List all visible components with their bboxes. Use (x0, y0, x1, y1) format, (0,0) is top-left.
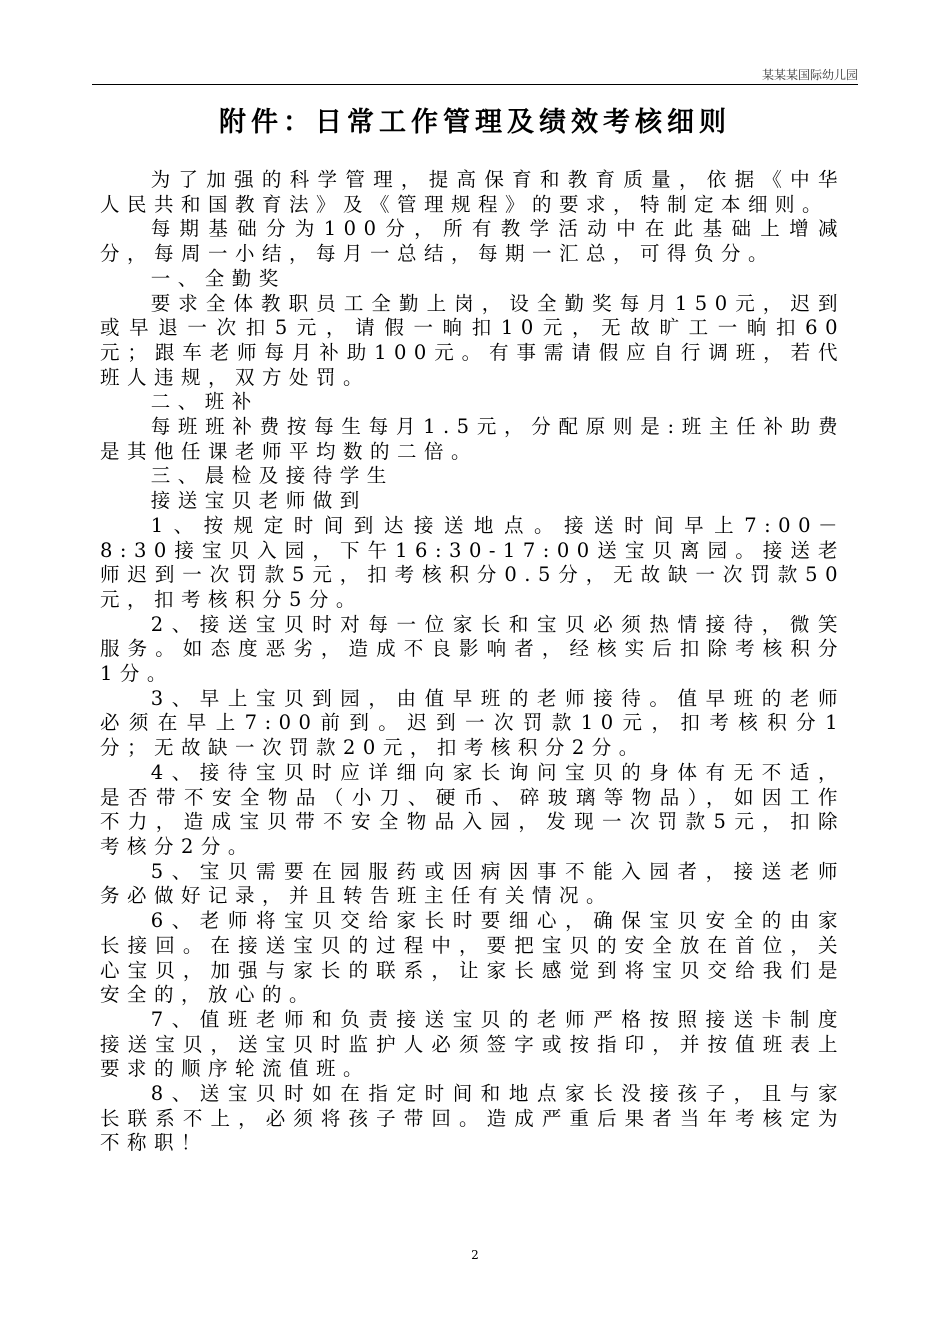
paragraph-base-score: 每期基础分为100分，所有教学活动中在此基础上增减分，每周一小结，每月一总结，每期一汇总，可得负分。 (100, 217, 845, 266)
paragraph-attendance: 要求全体教职员工全勤上岗，设全勤奖每月150元，迟到或早退一次扣5元，请假一晌扣10元，无故旷工一晌扣60元；跟车老师每月补助100元。有事需请假应自行调班，若代班人违规，双方处罚。 (100, 291, 845, 389)
section-heading-attendance: 一、全勤奖 (150, 266, 286, 290)
paragraph-intro: 为了加强的科学管理，提高保育和教育质量，依据《中华人民共和国教育法》及《管理规程》的要求，特制定本细则。 (100, 168, 845, 216)
list-item-5: 5、宝贝需要在园服药或因病因事不能入园者，接送老师务必做好记录，并且转告班主任有关情况。 (100, 859, 845, 908)
list-item-8: 8、送宝贝时如在指定时间和地点家长没接孩子，且与家长联系不上，必须将孩子带回。造成严重后果者当年考核定为不称职！ (100, 1082, 845, 1155)
document-body (100, 168, 845, 1156)
document-title: 附件：日常工作管理及绩效考核细则 (219, 107, 731, 138)
list-item-6: 6、老师将宝贝交给家长时要细心，确保宝贝安全的由家长接回。在接送宝贝的过程中，要把宝贝的安全放在首位，关心宝贝，加强与家长的联系，让家长感觉到将宝贝交给我们是安全的，放心的。 (100, 909, 845, 1007)
list-item-4: 4、接待宝贝时应详细向家长询问宝贝的身体有无不适，是否带不安全物品（小刀、硬币、碎玻璃等物品），如因工作不力，造成宝贝带不安全物品入园，发现一次罚款5元，扣除考核分2分。 (100, 760, 845, 858)
header-org-name: 某某某国际幼儿园 (761, 68, 858, 82)
paragraph-class-subsidy: 每班班补费按每生每月1.5元，分配原则是:班主任补助费是其他任课老师平均数的二倍。 (100, 415, 845, 463)
list-item-2: 2、接送宝贝时对每一位家长和宝贝必须热情接待，微笑服务。如态度恶劣，造成不良影响者，经核实后扣除考核积分1分。 (100, 612, 845, 686)
paragraph-subheading: 接送宝贝老师做到 (150, 489, 367, 513)
header-divider (92, 84, 858, 85)
list-item-1: 1、按规定时间到达接送地点。接送时间早上7:00－8:30接宝贝入园，下午16:30-17:00送宝贝离园。接送老师迟到一次罚款5元，扣考核积分0.5分，无故缺一次罚款50元，扣考核积分5分。 (100, 513, 845, 611)
page-number: 2 (471, 1248, 479, 1262)
section-heading-class-subsidy: 二、班补 (150, 390, 259, 414)
list-item-7: 7、值班老师和负责接送宝贝的老师严格按照接送卡制度接送宝贝，送宝贝时监护人必须签字或按指印，并按值班表上要求的顺序轮流值班。 (100, 1007, 845, 1081)
list-item-3: 3、早上宝贝到园，由值早班的老师接待。值早班的老师必须在早上7:00前到。迟到一次罚款10元，扣考核积分1分；无故缺一次罚款20元，扣考核积分2分。 (100, 686, 845, 760)
section-heading-morning-check: 三、晨检及接待学生 (150, 464, 394, 488)
